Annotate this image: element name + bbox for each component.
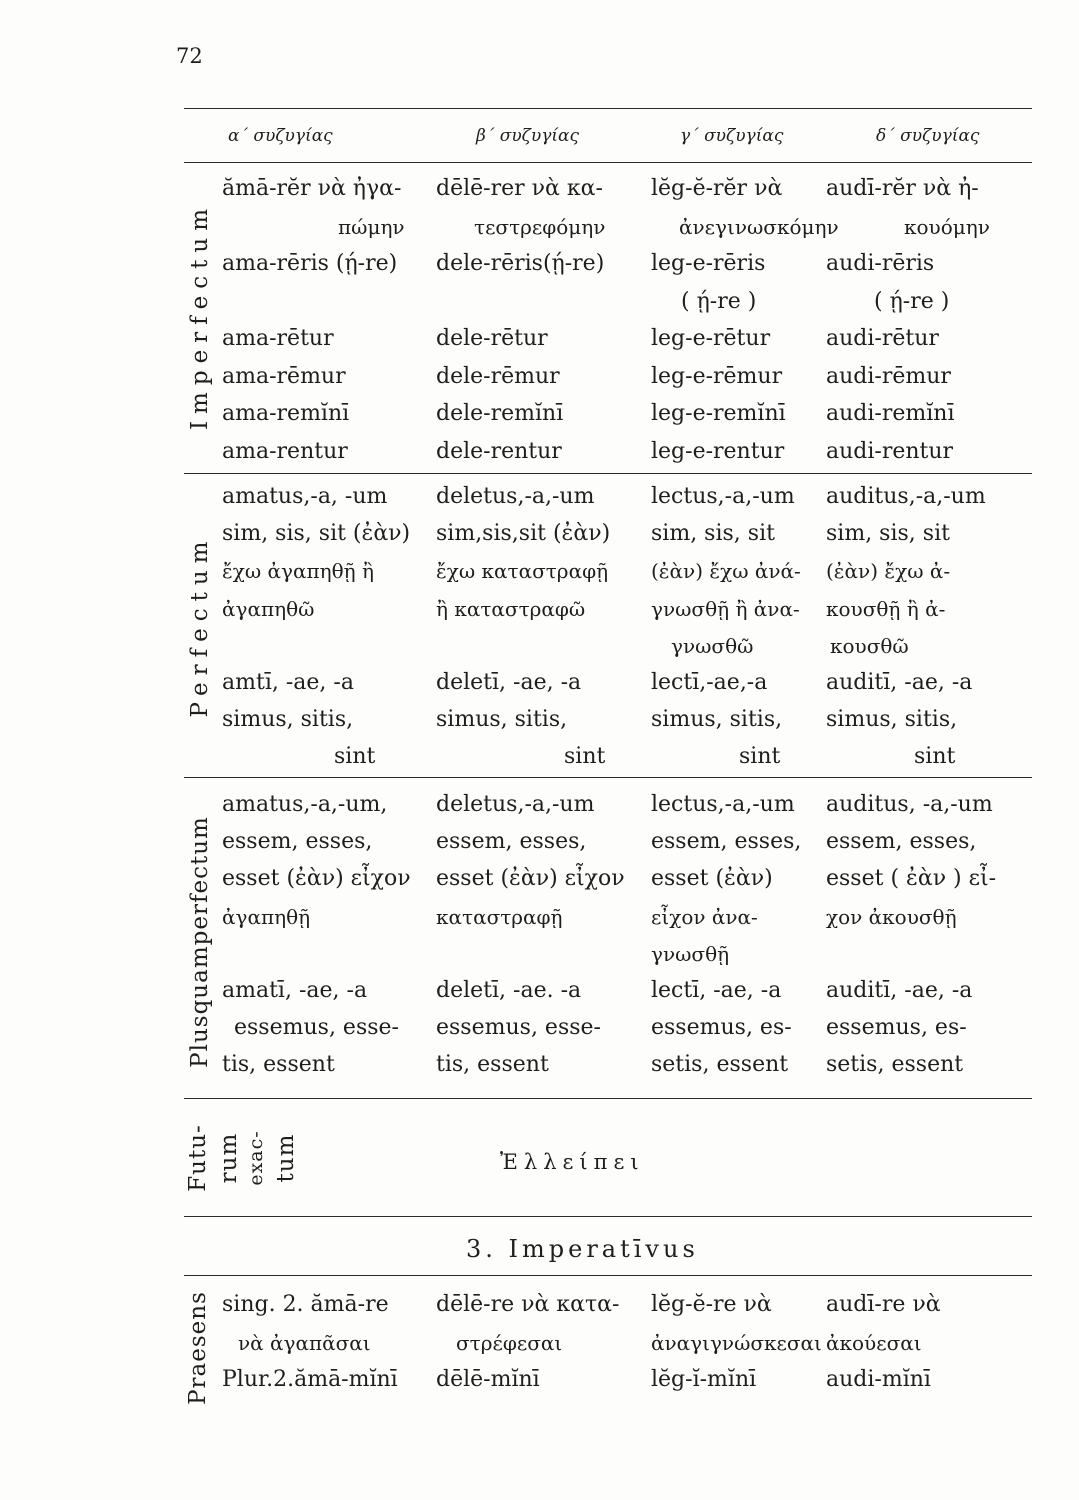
- plusquamperfectum-cell: lectus,-a,-um: [651, 792, 795, 817]
- plusquamperfectum-cell: lectī, -ae, -a: [651, 978, 782, 1003]
- plusquamperfectum-cell: esset ( ἐὰν ) εἶ-: [826, 866, 997, 891]
- imperativus-cell: στρέφεσαι: [456, 1331, 563, 1355]
- imperativus-cell: audī-re νὰ: [826, 1292, 941, 1317]
- perfectum-cell: κουσθῇ ἢ ἀ-: [826, 597, 946, 621]
- plusquamperfectum-cell: amatus,-a,-um,: [222, 792, 388, 817]
- imperfectum-cell: ămā-rĕr νὰ ἠγα-: [222, 176, 402, 201]
- imperfectum-cell: audi-rēmur: [826, 364, 951, 389]
- perfectum-cell: deletī, -ae, -a: [436, 670, 582, 695]
- perfectum-cell: γνωσθῇ ἢ ἀνα-: [651, 597, 800, 621]
- plusquamperfectum-cell: auditī, -ae, -a: [826, 978, 973, 1003]
- plusquamperfectum-cell: setis, essent: [651, 1052, 789, 1077]
- perfectum-cell: auditī, -ae, -a: [826, 670, 973, 695]
- rule-perfectum: [184, 777, 1032, 778]
- plusquamperfectum-cell: auditus, -a,-um: [826, 792, 993, 817]
- imperfectum-cell: dele-rētur: [436, 326, 548, 351]
- futurum-ellipsis: Ἐλλείπει: [500, 1150, 645, 1174]
- imperfectum-cell: ama-rēris (ῄ-re): [222, 251, 398, 276]
- imperfectum-cell: dele-rēris(ῄ-re): [436, 251, 605, 276]
- perfectum-cell: ἀγαπηθῶ: [222, 597, 315, 621]
- perfectum-cell: sint: [739, 744, 781, 769]
- imperfectum-cell: ama-rētur: [222, 326, 334, 351]
- imperativus-cell: Plur.2.ămā-mĭnī: [222, 1367, 398, 1392]
- perfectum-cell: ἔχω καταστραφῇ: [436, 559, 609, 583]
- imperfectum-cell: dele-rēmur: [436, 364, 560, 389]
- perfectum-cell: ἢ καταστραφῶ: [436, 597, 586, 621]
- perfectum-cell: sint: [564, 744, 606, 769]
- imperativus-cell: ἀναγιγνώσκεσαι: [651, 1331, 822, 1355]
- imperfectum-cell: ἀνεγινωσκόμην: [679, 215, 839, 239]
- imperfectum-cell: audī-rĕr νὰ ἠ-: [826, 176, 979, 201]
- imperfectum-cell: audi-rentur: [826, 439, 954, 464]
- plusquamperfectum-cell: deletī, -ae. -a: [436, 978, 582, 1003]
- imperativus-cell: audi-mĭnī: [826, 1367, 931, 1392]
- imperfectum-cell: ama-remĭnī: [222, 401, 350, 426]
- plusquamperfectum-cell: essemus, esse-: [234, 1015, 399, 1040]
- perfectum-cell: lectus,-a,-um: [651, 484, 795, 509]
- perfectum-cell: sint: [914, 744, 956, 769]
- imperfectum-cell: ( ῄ-re ): [874, 289, 950, 314]
- perfectum-cell: lectī,-ae,-a: [651, 670, 768, 695]
- plusquamperfectum-cell: essemus, es-: [651, 1015, 792, 1040]
- imperativus-cell: lĕg-ĕ-re νὰ: [651, 1292, 772, 1317]
- imperativus-cell: νὰ ἀγαπᾶσαι: [238, 1331, 371, 1355]
- header-c: γ΄ συζυγίας: [680, 126, 784, 146]
- plusquamperfectum-cell: καταστραφῇ: [436, 905, 563, 929]
- imperativus-title: 3. Imperatīvus: [466, 1235, 699, 1263]
- imperfectum-cell: dele-remĭnī: [436, 401, 564, 426]
- plusquamperfectum-cell: setis, essent: [826, 1052, 964, 1077]
- plusquamperfectum-cell: tis, essent: [222, 1052, 335, 1077]
- rule-imperativus: [184, 1275, 1032, 1276]
- header-b: β΄ συζυγίας: [476, 126, 580, 146]
- perfectum-cell: simus, sitis,: [651, 707, 783, 732]
- plusquamperfectum-cell: essem, esses,: [222, 829, 373, 854]
- header-rule: [184, 162, 1032, 163]
- plusquamperfectum-cell: essem, esses,: [436, 829, 587, 854]
- perfectum-cell: auditus,-a,-um: [826, 484, 986, 509]
- header-d: δ΄ συζυγίας: [876, 126, 980, 146]
- imperfectum-cell: audi-remĭnī: [826, 401, 955, 426]
- perfectum-cell: (ἐὰν) ἔχω ἀ-: [826, 559, 951, 583]
- perfectum-cell: amatus,-a, -um: [222, 484, 388, 509]
- imperfectum-cell: ama-rentur: [222, 439, 348, 464]
- imperfectum-cell: leg-e-rētur: [651, 326, 771, 351]
- imperfectum-cell: κουόμην: [904, 215, 990, 239]
- plusquamperfectum-cell: tis, essent: [436, 1052, 549, 1077]
- perfectum-cell: (ἐὰν) ἔχω ἀνά-: [651, 559, 801, 583]
- plusquamperfectum-cell: ἀγαπηθῇ: [222, 905, 311, 929]
- plusquamperfectum-cell: εἶχον ἀνα-: [651, 905, 758, 929]
- plusquamperfectum-cell: esset (ἐὰν) εἶχον: [222, 866, 411, 891]
- plusquamperfectum-cell: deletus,-a,-um: [436, 792, 595, 817]
- rule-imperfectum: [184, 473, 1032, 474]
- plusquamperfectum-cell: amatī, -ae, -a: [222, 978, 368, 1003]
- imperfectum-cell: leg-e-rentur: [651, 439, 785, 464]
- imperfectum-cell: audi-rēris: [826, 251, 935, 276]
- perfectum-cell: sint: [334, 744, 376, 769]
- perfectum-cell: sim, sis, sit: [651, 521, 775, 546]
- imperfectum-cell: audi-rētur: [826, 326, 939, 351]
- plusquamperfectum-cell: essemus, esse-: [436, 1015, 601, 1040]
- perfectum-cell: ἔχω ἀγαπηθῇ ἢ: [222, 559, 374, 583]
- perfectum-cell: simus, sitis,: [222, 707, 354, 732]
- imperfectum-cell: lĕg-ĕ-rĕr νὰ: [651, 176, 783, 201]
- imperativus-cell: dēlē-mĭnī: [436, 1367, 540, 1392]
- imperfectum-cell: πώμην: [338, 215, 405, 239]
- perfectum-cell: κουσθῶ: [830, 634, 909, 658]
- imperfectum-cell: τεστρεφόμην: [474, 215, 606, 239]
- perfectum-cell: deletus,-a,-um: [436, 484, 595, 509]
- imperativus-cell: sing. 2. ămā-re: [222, 1292, 389, 1317]
- perfectum-cell: sim, sis, sit: [826, 521, 950, 546]
- top-rule: [184, 108, 1032, 109]
- plusquamperfectum-cell: essem, esses,: [651, 829, 802, 854]
- imperfectum-cell: leg-e-rēris: [651, 251, 766, 276]
- header-a: α΄ συζυγίας: [228, 126, 333, 146]
- imperfectum-cell: leg-e-rēmur: [651, 364, 783, 389]
- plusquamperfectum-cell: γνωσθῇ: [651, 942, 730, 966]
- imperativus-cell: ἀκούεσαι: [826, 1331, 922, 1355]
- perfectum-cell: sim, sis, sit (ἐὰν): [222, 521, 411, 546]
- perfectum-cell: simus, sitis,: [826, 707, 958, 732]
- perfectum-cell: simus, sitis,: [436, 707, 568, 732]
- perfectum-cell: amtī, -ae, -a: [222, 670, 354, 695]
- rule-futurum: [184, 1216, 1032, 1217]
- imperativus-cell: lĕg-ĭ-mĭnī: [651, 1367, 757, 1392]
- imperfectum-cell: ( ῄ-re ): [681, 289, 757, 314]
- perfectum-cell: sim,sis,sit (ἐὰν): [436, 521, 611, 546]
- rule-plusquamperfectum: [184, 1098, 1032, 1099]
- plusquamperfectum-cell: essemus, es-: [826, 1015, 967, 1040]
- perfectum-cell: γνωσθῶ: [671, 634, 754, 658]
- plusquamperfectum-cell: esset (ἐὰν) εἶχον: [436, 866, 625, 891]
- imperativus-cell: dēlē-re νὰ κατα-: [436, 1292, 620, 1317]
- plusquamperfectum-cell: esset (ἐὰν): [651, 866, 773, 891]
- imperfectum-cell: leg-e-remĭnī: [651, 401, 786, 426]
- plusquamperfectum-cell: χον ἀκουσθῇ: [826, 905, 957, 929]
- imperfectum-cell: dele-rentur: [436, 439, 562, 464]
- page-number: 72: [176, 44, 203, 68]
- imperfectum-cell: ama-rēmur: [222, 364, 346, 389]
- imperfectum-cell: dēlē-rer νὰ κα-: [436, 176, 603, 201]
- plusquamperfectum-cell: essem, esses,: [826, 829, 977, 854]
